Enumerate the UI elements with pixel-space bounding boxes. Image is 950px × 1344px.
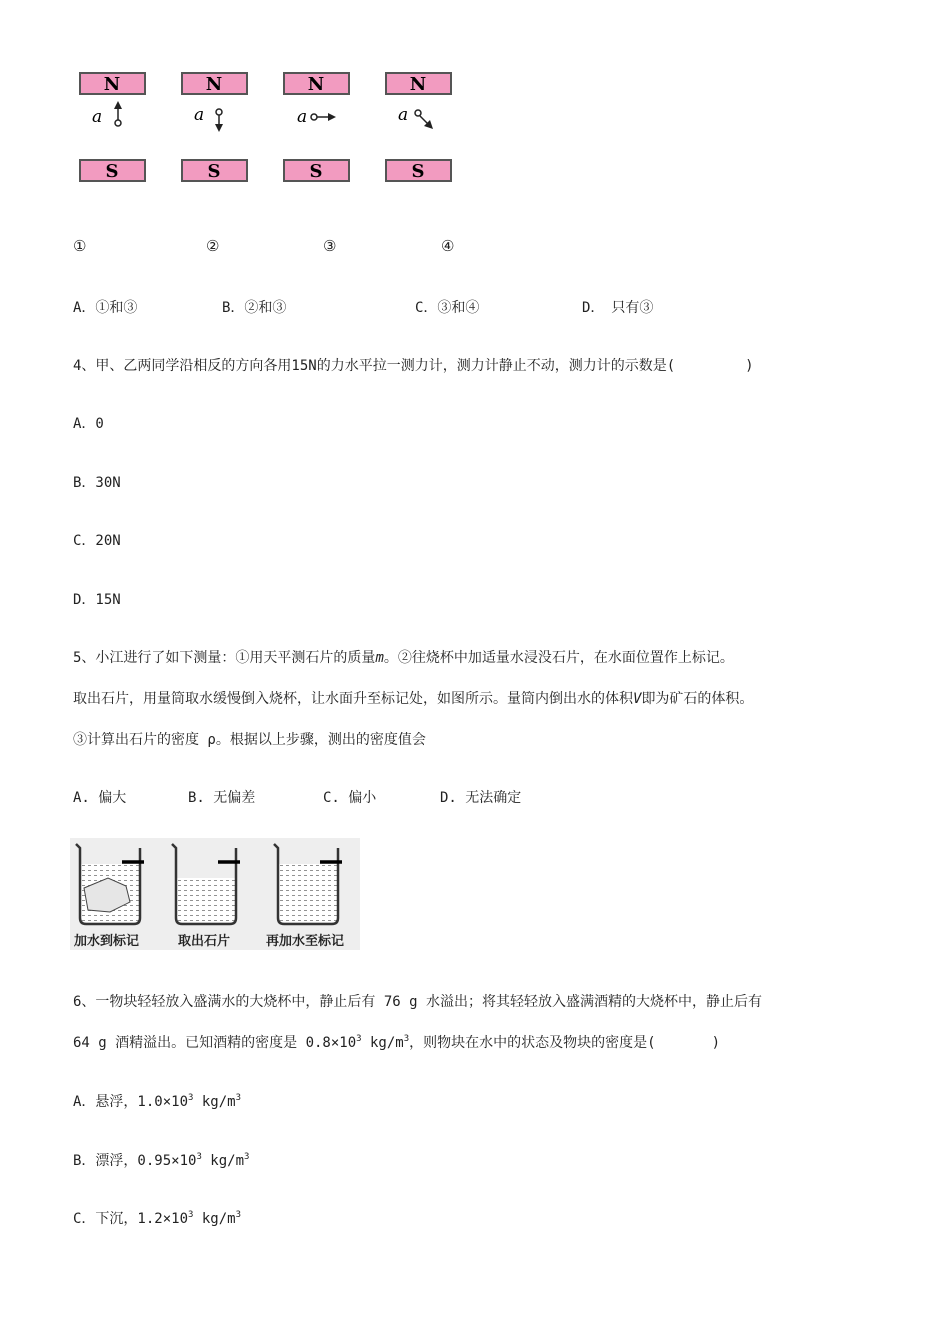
beaker-3 bbox=[274, 844, 342, 924]
case-label-1: ① bbox=[73, 237, 87, 255]
q6-stem-line-1: 6、一物块轻轻放入盛满水的大烧杯中，静止后有 76 g 水溢出；将其轻轻放入盛满酒精的大烧杯中，静止后有 bbox=[73, 994, 762, 1010]
q6-exponent: 3 bbox=[235, 1093, 242, 1103]
caption-remove-stone: 取出石片 bbox=[178, 934, 231, 949]
magnet-case-3 bbox=[284, 73, 349, 182]
q6-exponent: 3 bbox=[356, 1034, 362, 1044]
q6-text: 64 g 酒精溢出。已知酒精的密度是 0.8×10 bbox=[73, 1035, 357, 1051]
q6-option-c bbox=[73, 1208, 241, 1228]
q5-text: 即为矿石的体积。 bbox=[641, 691, 754, 707]
case-label-2: ② bbox=[206, 237, 220, 255]
q3-option-c: C．③和④ bbox=[415, 300, 480, 316]
magnet-diagram bbox=[60, 60, 480, 200]
magnet-case-4 bbox=[386, 73, 451, 182]
q5-option-c: C. 偏小 bbox=[323, 790, 377, 806]
needle-label: a bbox=[398, 105, 409, 125]
q6-exponent: 3 bbox=[235, 1210, 242, 1220]
needle-label: a bbox=[297, 107, 308, 127]
case-label-3: ③ bbox=[323, 237, 337, 255]
q4-option-a: A．0 bbox=[73, 416, 104, 432]
q5-option-d: D. 无法确定 bbox=[440, 790, 522, 806]
q5-var-v: V bbox=[633, 691, 642, 707]
north-label: N bbox=[307, 74, 325, 95]
beaker-2 bbox=[172, 844, 240, 924]
q5-text: 取出石片，用量筒取水缓慢倒入烧杯，让水面升至标记处，如图所示。量筒内倒出水的体积 bbox=[73, 691, 633, 707]
q5-option-a: A. 偏大 bbox=[73, 790, 127, 806]
magnet-case-2 bbox=[182, 73, 247, 182]
q5-text: 。②往烧杯中加适量水浸没石片，在水面位置作上标记。 bbox=[383, 650, 734, 666]
south-label: S bbox=[411, 161, 425, 182]
q6-text: kg/m bbox=[361, 1035, 404, 1051]
needle-label: a bbox=[194, 105, 205, 125]
q4-stem: 4、甲、乙两同学沿相反的方向各用15N的力水平拉一测力计，测力计静止不动，测力计的示数是( ) bbox=[73, 358, 754, 374]
needle-label: a bbox=[92, 107, 103, 127]
south-label: S bbox=[207, 161, 221, 182]
q6-unit: kg/m bbox=[193, 1094, 236, 1110]
q4-option-d: D．15N bbox=[73, 592, 121, 608]
q6-unit: kg/m bbox=[193, 1211, 236, 1227]
south-label: S bbox=[105, 161, 119, 182]
beaker-1 bbox=[76, 844, 144, 924]
q3-option-b: B．②和③ bbox=[222, 300, 287, 316]
magnet-figure bbox=[60, 60, 480, 200]
q6-text: ，则物块在水中的状态及物块的密度是( ) bbox=[409, 1035, 721, 1051]
q6-option-text: B．漂浮，0.95×10 bbox=[73, 1153, 197, 1169]
q6-option-text: A．悬浮，1.0×10 bbox=[73, 1094, 189, 1110]
q6-unit: kg/m bbox=[201, 1153, 245, 1169]
q4-option-b: B．30N bbox=[73, 475, 121, 491]
caption-add-water: 加水到标记 bbox=[74, 934, 140, 949]
q5-option-b: B. 无偏差 bbox=[188, 790, 256, 806]
magnet-case-1 bbox=[80, 73, 145, 182]
q4-option-c: C．20N bbox=[73, 533, 121, 549]
q5-var-m: m bbox=[375, 650, 384, 666]
q5-stem-line-3: ③计算出石片的密度 ρ。根据以上步骤，测出的密度值会 bbox=[73, 732, 426, 748]
north-label: N bbox=[103, 74, 121, 95]
q3-option-a: A．①和③ bbox=[73, 300, 138, 316]
q6-option-b bbox=[73, 1150, 249, 1170]
case-label-4: ④ bbox=[441, 237, 455, 255]
beaker-captions bbox=[70, 930, 360, 948]
q6-exponent: 3 bbox=[403, 1034, 410, 1044]
q6-exponent: 3 bbox=[196, 1152, 202, 1162]
q3-option-d: D． 只有③ bbox=[582, 300, 654, 316]
q6-option-text: C．下沉，1.2×10 bbox=[73, 1211, 189, 1227]
q5-stem-line-1 bbox=[73, 647, 734, 667]
q5-text: 5、小江进行了如下测量：①用天平测石片的质量 bbox=[73, 650, 376, 666]
q5-stem-line-2 bbox=[73, 688, 753, 708]
q6-exponent: 3 bbox=[188, 1210, 194, 1220]
south-label: S bbox=[309, 161, 323, 182]
north-label: N bbox=[205, 74, 223, 95]
beaker-figure bbox=[70, 838, 360, 950]
q6-option-a bbox=[73, 1091, 241, 1111]
q6-stem-line-2 bbox=[73, 1032, 720, 1052]
north-label: N bbox=[409, 74, 427, 95]
q6-exponent: 3 bbox=[244, 1152, 250, 1162]
caption-refill-water: 再加水至标记 bbox=[266, 934, 345, 949]
q6-exponent: 3 bbox=[188, 1093, 194, 1103]
